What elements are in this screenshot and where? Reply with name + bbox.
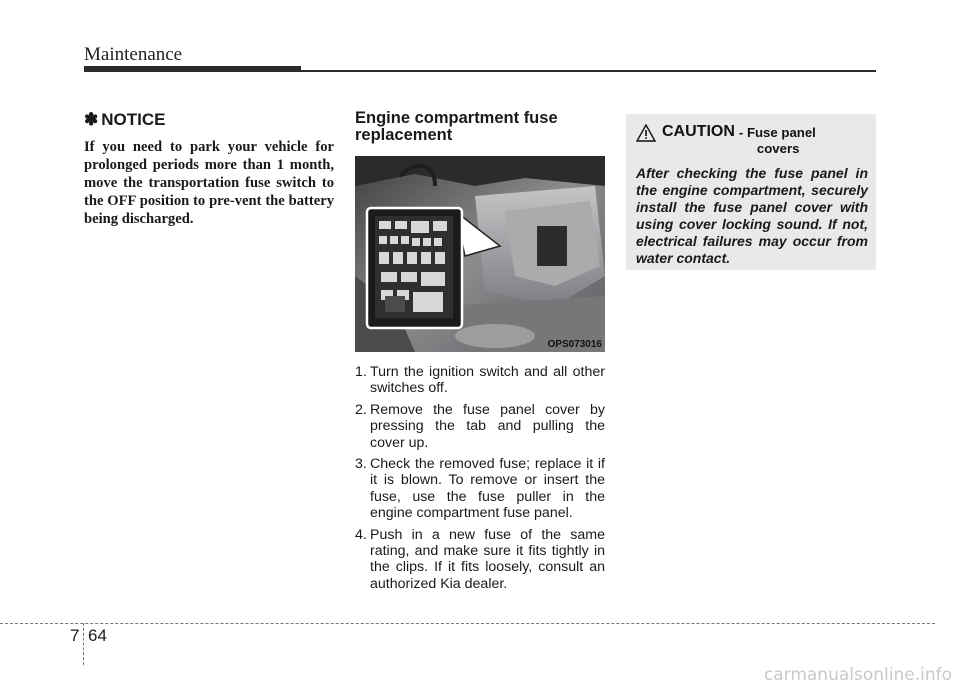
step-number: 1. bbox=[355, 364, 367, 380]
caution-box bbox=[626, 114, 876, 270]
step-text: Check the removed fuse; replace it if it is blown. To remove or insert the fuse, use the fuse puller in the engine compartment fuse panel. bbox=[370, 456, 605, 522]
engine-compartment-illustration bbox=[355, 156, 605, 352]
step-item bbox=[355, 456, 605, 522]
caution-label: CAUTION bbox=[662, 123, 735, 140]
footer-divider bbox=[83, 623, 84, 665]
page-header-title: Maintenance bbox=[84, 44, 183, 65]
step-item bbox=[355, 402, 605, 451]
fuse-replacement-section bbox=[355, 110, 605, 597]
step-text: Push in a new fuse of the same rating, and make sure it fits tightly in the clips. If it fits loosely, consult an authorized Kia dealer. bbox=[370, 526, 605, 592]
step-number: 2. bbox=[355, 401, 367, 418]
step-text: Turn the ignition switch and all other switches off. bbox=[370, 364, 605, 397]
image-caption: OPS073016 bbox=[547, 339, 602, 350]
notice-heading-label: NOTICE bbox=[101, 110, 166, 129]
step-item bbox=[355, 364, 605, 397]
watermark: carmanualsonline.info bbox=[763, 665, 952, 685]
notice-heading bbox=[84, 110, 334, 130]
chapter-number: 7 bbox=[70, 626, 80, 645]
step-number: 3. bbox=[355, 456, 367, 473]
caution-subtitle-line1: - Fuse panel bbox=[738, 125, 816, 140]
caution-heading bbox=[636, 123, 868, 157]
caution-subtitle bbox=[739, 125, 816, 157]
step-text: Remove the fuse panel cover by pressing the tab and pulling the cover up. bbox=[370, 401, 605, 451]
notice-text: If you need to park your vehicle for prolonged periods more than 1 month, move the transportation fuse switch to the OFF position to pre-vent the battery being discharged. bbox=[84, 139, 334, 227]
page-number: 64 bbox=[88, 626, 107, 645]
warning-triangle-icon bbox=[636, 124, 656, 142]
cross-star-icon: ✽ bbox=[84, 110, 99, 129]
footer-rule bbox=[0, 623, 935, 624]
step-number: 4. bbox=[355, 526, 367, 543]
header-rule-thin bbox=[301, 70, 876, 72]
replacement-steps bbox=[355, 364, 605, 592]
section-title: Engine compartment fuse replacement bbox=[355, 109, 558, 144]
notice-section bbox=[84, 110, 334, 228]
engine-fuse-photo bbox=[355, 156, 605, 352]
header-rule-thick bbox=[84, 66, 301, 72]
step-item bbox=[355, 527, 605, 593]
caution-subtitle-line2: covers bbox=[756, 141, 800, 156]
caution-text: After checking the fuse panel in the engine compartment, securely install the fuse panel cover with using cover locking sound. If not, electrical failures may occur from water contact. bbox=[636, 165, 868, 266]
